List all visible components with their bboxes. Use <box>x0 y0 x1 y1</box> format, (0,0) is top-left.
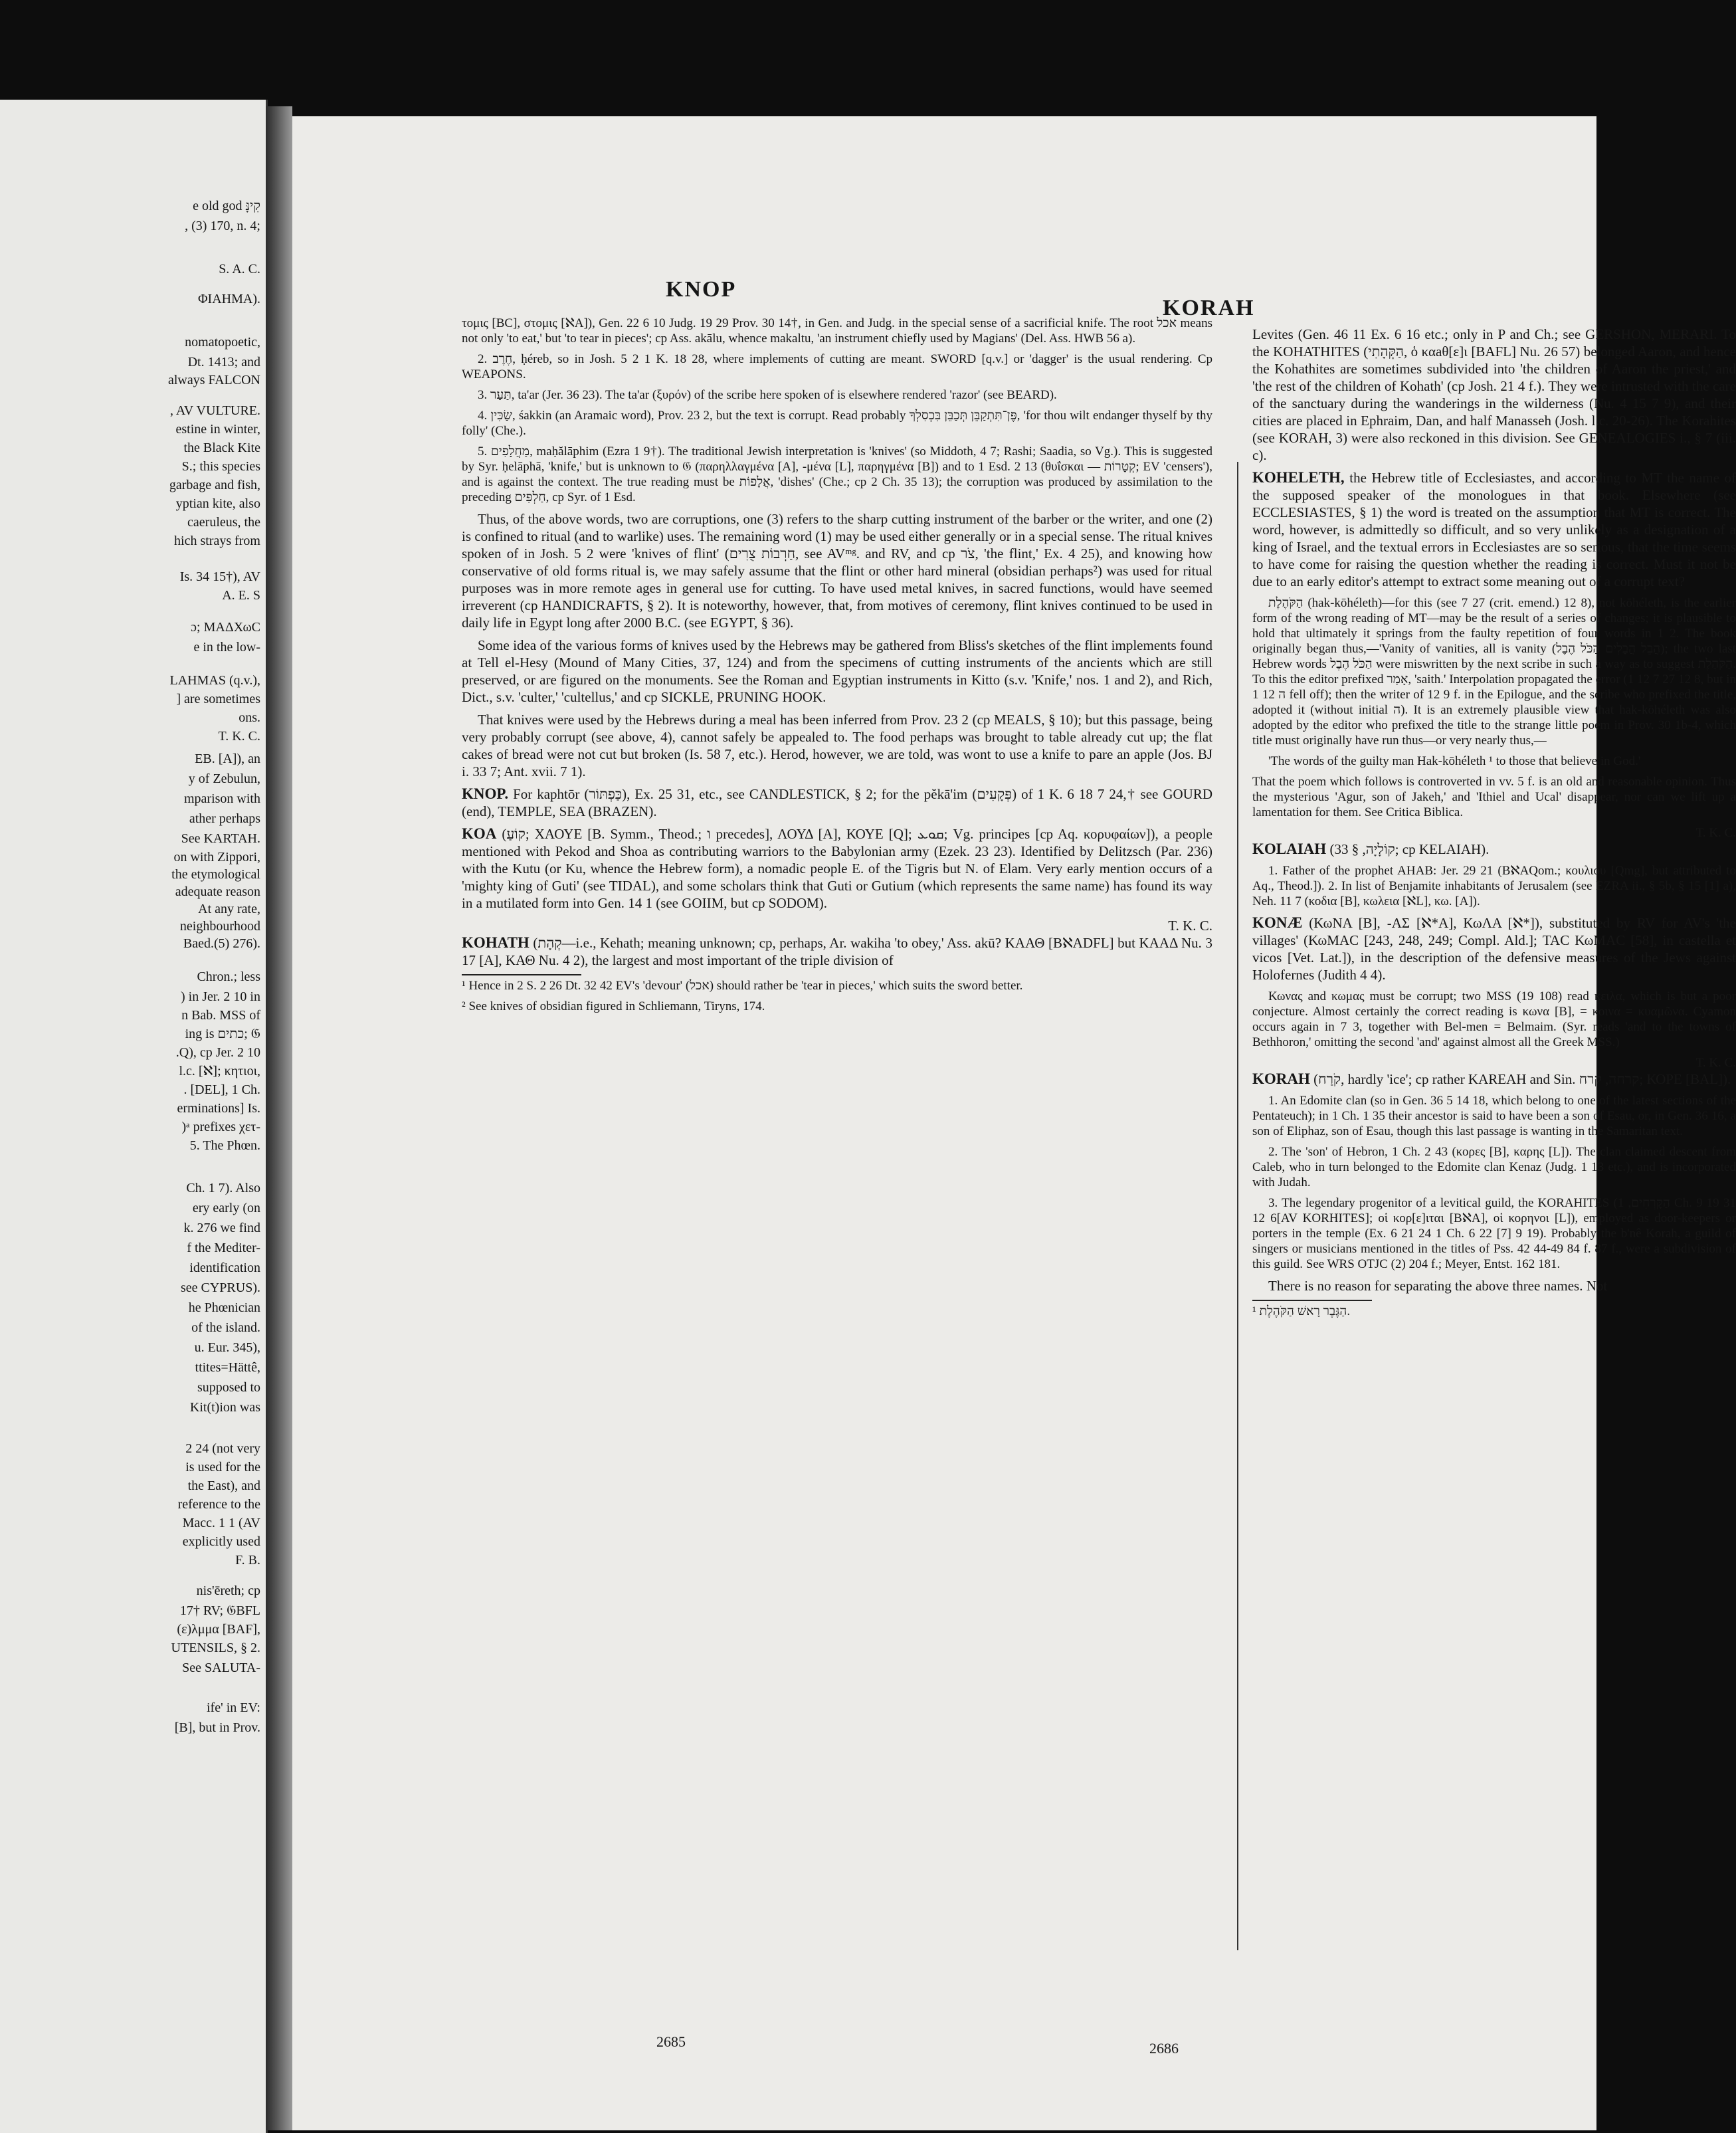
entry-kolaiah-text: (קוֹלָיָה, § 33; cp KELAIAH). <box>1329 841 1490 857</box>
left-fragment-line: Baed.(5) 276). <box>183 936 260 951</box>
left-fragment-line: S. A. C. <box>219 262 260 276</box>
left-fragment-line: e old god קִינָּ <box>193 199 260 213</box>
left-fragment-line: F. B. <box>235 1553 260 1568</box>
note-2: 2. חֶרֶב, ḥéreb, so in Josh. 5 2 1 K. 18 28, where implements of cutting are meant. SWORD [q.v.] or 'dagger' is the usual rendering. Cp WEAPONS. <box>462 352 1213 381</box>
konae-note <box>1252 989 1736 1070</box>
left-fragment-line: )ᵃ prefixes χετ- <box>181 1120 260 1134</box>
left-fragment-line: of the island. <box>191 1320 260 1335</box>
right-running-head: KORAH <box>1163 296 1255 320</box>
left-fragment-line: See SALUTA- <box>182 1661 260 1675</box>
left-fragment-line: 2 24 (not very <box>185 1441 260 1456</box>
kolaiah-small: 1. Father of the prophet AHAB: Jer. 29 21 (BℵAQom.; κουλιου [Qmg], but attributed to Aq., Theod.]). 2. In list of Benjamite inhabitants of Jerusalem (see EZRA ii., § 5b, § 15 [1] a), Neh. 11 7 (κοδια [B], κωλεια [ℵL], κω. [A]). <box>1252 864 1736 908</box>
right-column <box>1252 326 1736 2013</box>
right-page <box>292 116 1736 2130</box>
left-fragment-line: T. K. C. <box>218 729 260 744</box>
note-4: 4. שַׂכִּין, śakkin (an Aramaic word), Prov. 23 2, but the text is corrupt. Read probably פֶּן־תִּתְקַבֵּן תְּכַבֵּן בִּכְסִלְךָ, 'for thou wilt endanger thyself by thy folly' (Che.). <box>462 409 1212 438</box>
note-5: 5. מַחֲלָפִים, maḥălāphim (Ezra 1 9†). The traditional Jewish interpretation is 'knives' (so Middoth, 4 7; Rashi; Saadia, so Vg.). This is suggested by Syr. ḥelāphā, 'knife,' but is unknown to 𝔊 (παρηλλαγμένα [A], -μένα [L], παρηγμένα [B]) and to 1 Esd. 2 13 (θυΐσκαι — קְטָרוֹת; EV 'censers'), and is against the context. The true reading must be אֲלָפוֹת, 'dishes' (Che.; cp 2 Ch. 35 13); the corruption was produced by assimilation to the preceding חַלְפִּים, cp Syr. of 1 Esd. <box>462 445 1213 504</box>
left-fragment-line: Dt. 1413; and <box>187 355 260 369</box>
left-fragment-line: k. 276 we find <box>183 1221 260 1235</box>
left-fragment-line: Macc. 1 1 (AV <box>182 1516 260 1530</box>
korah-small-2: 2. The 'son' of Hebron, 1 Ch. 2 43 (κορες [B], καρης [L]). The clan claimed descent from Caleb, who in turn belonged to the Edomite clan Kenaz (Judg. 1 13 etc.), and is incorporated with Judah. <box>1252 1145 1736 1189</box>
left-fragment-line: ttites=Hättê, <box>195 1360 260 1375</box>
footnote-rule <box>462 974 581 975</box>
entry-knop-text: For kaphtōr (כַּפְתּוֹר), Ex. 25 31, etc., see CANDLESTICK, § 2; for the pĕkā'im (פְּקָעִים) of 1 K. 6 18 7 24,† see GOURD (end), TEMPLE, SEA (BRAZEN). <box>462 786 1212 819</box>
entry-kohath-head: KOHATH <box>462 934 530 951</box>
left-fragment-line: f the Mediter- <box>187 1241 260 1255</box>
left-fragment-line: [B], but in Prov. <box>174 1720 260 1735</box>
korah-small-1: 1. An Edomite clan (so in Gen. 36 5 14 18, which belong to one of the latest sections of the Pentateuch); in 1 Ch. 1 35 their ancestor is said to have been a son of Esau, or, in Gen. 36 16, a son of Eliphaz, son of Esau, though this last passage is wanting in the Samaritan text. <box>1252 1094 1736 1138</box>
left-fragment-line: 17† RV; 𝔊BFL <box>179 1603 260 1618</box>
left-fragment-line: .Q), cp Jer. 2 10 <box>175 1045 260 1060</box>
left-fragment-line: ɔ; ΜΑΔΧωC <box>191 620 260 635</box>
entry-koheleth <box>1252 469 1736 590</box>
left-fragment-line: y of Zebulun, <box>188 771 260 786</box>
left-fragment-line: caeruleus, the <box>187 515 260 530</box>
entry-kolaiah-head: KOLAIAH <box>1252 841 1327 857</box>
footnote-2: ² See knives of obsidian figured in Schliemann, Tiryns, 174. <box>462 999 765 1013</box>
book-spine <box>266 106 292 2130</box>
footnote-1: ¹ Hence in 2 S. 2 26 Dt. 32 42 EV's 'devour' (אכל) should rather be 'tear in pieces,' which suits the sword better. <box>462 979 1023 993</box>
column-divider <box>1237 462 1238 1950</box>
left-fragment-line: yptian kite, also <box>175 496 260 511</box>
left-column <box>462 316 1212 2017</box>
notes-list <box>462 316 1212 505</box>
paragraph-forms: Some idea of the various forms of knives used by the Hebrews may be gathered from Bliss's sketches of the flint implements found at Tell el-Hesy (Mound of Many Cities, 37, 124) and from the specimens of cutting instruments of the ancients which are still preserved, or are figured on the monuments. See the Roman and Egyptian instruments in Kitto (s.v. 'Knife,' nos. 1 and 2), and Rich, Dict., s.v. 'culter,' 'cultellus,' and cp SICKLE, PRUNING HOOK. <box>462 637 1212 705</box>
koheleth-quote: 'The words of the guilty man Hak-kōhéleth ¹ to those that believe in God.' <box>1268 754 1641 768</box>
entry-konae <box>1252 914 1736 983</box>
left-fragment-line: ΦΙΑΗΜΑ). <box>197 292 260 306</box>
left-fragment-line: mparison with <box>184 791 260 806</box>
koheleth-note <box>1252 595 1736 841</box>
left-running-head: KNOP <box>666 277 737 302</box>
left-fragment-line: At any rate, <box>198 902 260 916</box>
left-fragment-line: e in the low- <box>193 640 260 655</box>
entry-kohath <box>462 934 1212 969</box>
korah-notes <box>1252 1093 1736 1272</box>
entry-knop-head: KNOP. <box>462 785 509 802</box>
right-footnote: ¹ הַגֶּבֶר רָאשׁ הַקֹּהֶלֶת. <box>1252 1304 1351 1318</box>
entry-korah-head: KORAH <box>1252 1070 1310 1087</box>
left-fragment-line: S.; this species <box>181 459 260 474</box>
left-fragment-line: 5. The Phœn. <box>189 1138 260 1153</box>
korah-small-3: 3. The legendary progenitor of a levitical guild, the KORAHITES (הַקָּרְחִים, 1 Ch. 9 19 31 12 6[AV KORHITES]; οἱ κορ[ε]ιται [BℵA], οἱ κορηνοι [L]), employed as door-keepers or porters in the temple (Ex. 6 21 24 1 Ch. 6 22 [7] 9 19). Probably the b'nê Korah, a guild of singers or musicians mentioned in the titles of Pss. 42 44-49 84 f. 87 f., were a subdivision of this guild. See WRS OTJC (2) 204 f.; Meyer, Entst. 162 181. <box>1252 1196 1736 1271</box>
left-page-fragment <box>0 100 268 2133</box>
left-fragment-line: l.c. [ℵ]; κητιοι, <box>179 1064 260 1078</box>
footnotes <box>462 978 1212 1014</box>
left-fragment-line: hich strays from <box>174 534 260 548</box>
entry-konae-head: KONÆ <box>1252 914 1303 931</box>
left-fragment-line: he Phœnician <box>188 1300 260 1315</box>
entry-korah-text: (קֹרַח, hardly 'ice'; cp rather KAREAH and Sin. קרחה, קרח; ΚΟΡΕ [BAL]). <box>1313 1071 1731 1087</box>
note-1: τομις [BC], στομις [ℵA]), Gen. 22 6 10 Judg. 19 29 Prov. 30 14†, in Gen. and Judg. in the special sense of a sacrificial knife. The root אכל means not only 'to eat,' but 'to tear in pieces'; cp Ass. akālu, whence makaltu, 'an instrument chiefly used by Magians' (Del. Ass. HWB 56 a). <box>462 316 1212 346</box>
left-fragment-line: is used for the <box>185 1460 260 1474</box>
left-fragment-line: Kit(t)ion was <box>189 1400 260 1415</box>
left-fragment-line: , AV VULTURE. <box>170 403 260 418</box>
left-fragment-line: on with Zippori, <box>173 850 260 864</box>
entry-koa-text: (קוֹעַ; ΧΑΟΥΕ [B. Symm., Theod.; ו precedes], ΛΟΥΔ [A], ΚΟΥΕ [Q]; ܩܘܥ; Vg. principes [cp Aq. κορυφαίων]), a people mentioned with Pekod and Shoa as contributing warriors to the Babylonian army (Ezek. 23 23). Identified by Delitzsch (Par. 236) with the Kutu (or Ku, whence the Hebrew form), a nomadic people E. of the Tigris but N. of Elam. Very early mention occurs of a 'mighty king of Guti' (see TIDAL), and some scholars think that Guti or Gutium (which represents the same name) has found its way in a mutilated form into Gen. 14 1 (see GOIIM, but cp SODOM). <box>462 826 1213 911</box>
entry-knop <box>462 785 1212 820</box>
left-fragment-line: , (3) 170, n. 4; <box>185 219 260 233</box>
left-fragment-line: the Black Kite <box>183 441 260 455</box>
kohath-continuation: Levites (Gen. 46 11 Ex. 6 16 etc.; only in P and Ch.; see GERSHON, MERARI. To the KOHATHITES (הַקְּהָתִי, ὁ καaθ[ε]ι [BAFL] Nu. 26 57) belonged Aaron, and hence the Kohathites are sometimes subdivided into 'the children of Aaron the priest,' and 'the rest of the children of Kohath' (cp Josh. 21 4 f.). They were intrusted with the care of the sanctuary during the wanderings in the wilderness (Nu. 4 15 7 9), and their cities are placed in Ephraim, Dan, and half Manasseh (Josh. l.c. 20-26). The Korahites (see KORAH, 3) were also reckoned in this division. See GENEALOGIES i., § 7 (iii. c). <box>1252 326 1736 463</box>
entry-koheleth-text: the Hebrew title of Ecclesiastes, and according to MT the name of the supposed speaker of the monologues in that book. Elsewhere (see ECCLESIASTES, § 1) the word is treated on the assumption that MT is correct. The word, however, is admittedly so difficult, and so very unlikely as a designation of a king of Israel, and the textual errors in Ecclesiastes are so serious, that the time seems to have come for raising the question whether the reading is correct. Must it not be due to an early editor's attempt to extract some meaning out of a corrupt text? <box>1252 470 1736 589</box>
entry-kohath-text: (קְהָת—i.e., Kehath; meaning unknown; cp, perhaps, Ar. wakiha 'to obey,' Ass. akū? ΚΑΑΘ [BℵADFL] but ΚΑΑΔ Nu. 3 17 [A], ΚΑΘ Nu. 4 2), the largest and most important of the triple division of <box>462 935 1213 968</box>
left-fragment-line: See KARTAH. <box>181 831 260 846</box>
left-fragment-line: neighbourhood <box>179 919 260 934</box>
left-fragment-line: always FALCON <box>167 373 260 387</box>
entry-konae-text: (ΚωΝΑ [B], -ΑΣ [ℵ*A], ΚωΛΑ [ℵ*]), substituted by RV for AV's 'the villages' (ΚωΜΑC [243, 248, 249; Compl. Ald.]; ΤΑC ΚωΜΑC [58], in castella et vicos [Vet. Lat.]), in the description of the defensive measures of the Jews against Holofernes (Judith 4 4). <box>1252 915 1736 983</box>
entry-koheleth-head: KOHELETH, <box>1252 469 1345 486</box>
left-fragment-line: ing is כתים; 𝔊 <box>185 1027 260 1041</box>
left-fragment-line: see CYPRUS). <box>180 1280 260 1295</box>
left-fragment-line: UTENSILS, § 2. <box>171 1641 260 1655</box>
konae-small: Κωνας and κωμας must be corrupt; two MSS (19 108) read κειλα, which is but a poor conjecture. Almost certainly the correct reading is κωνα [B], = κοινα = κυαμῶνα. Cyamon occurs again in 7 3, together with Bel-men = Belmaim. (Syr. reads 'and to the towns of Bethhoron,' omitting the second 'and' against almost all the Greek MSS.) <box>1252 989 1736 1049</box>
right-footnote-rule <box>1252 1300 1372 1301</box>
left-fragment-line: Ch. 1 7). Also <box>186 1181 260 1195</box>
koheleth-signature: T. K. C. <box>1695 826 1736 840</box>
entry-korah <box>1252 1070 1736 1088</box>
left-fragment-line: erminations] Is. <box>177 1101 260 1116</box>
koa-signature: T. K. C. <box>1168 918 1212 934</box>
left-fragment-line: estine in winter, <box>175 422 260 437</box>
kolaiah-note <box>1252 863 1736 909</box>
left-fragment-line: ather perhaps <box>189 811 260 826</box>
koheleth-small: הַקֹּהֶלֶת (hak-kōhéleth)—for this (see 7 27 (crit. emend.) 12 8), not kōhéleth, is the earlier form of the wrong reading of MT—may be the result of a series of changes; it is plausible to hold that ultimately it springs from the faulty repetition of four words in 1 2. The book originally began thus,—'Vanity of vanities, all is vanity (הֲבֵל הֲבָלִים הַכֹּל הֶבֶל); the two last Hebrew words הַכֹּל הֶבֶל were miswritten by the next scribe in such a way as to suggest הַקֹּהֶלֶת. To this the editor prefixed אָמַר, 'saith.' Interpolation propagated the error (1 12 7 27 12 8, but in 1 12 ה fell off); then the writer of 12 9 f. in the Epilogue, and the scribe who prefixed the title, adopted it (without initial ה). It is an extremely plausible view that hak-kōhéleth was also adopted by the editor who prefixed the title to the strange little poem in Prov. 30 1b-4, which title must originally have run thus—or very nearly thus,— <box>1252 596 1736 748</box>
note-3: 3. תַּעַר, ta'ar (Jer. 36 23). The ta'ar (ξυρόν) of the scribe here spoken of is elsewhere rendered 'razor' (see BEARD). <box>478 388 1057 402</box>
left-fragment-line: nomatopoetic, <box>185 335 260 350</box>
paragraph-corruptions: Thus, of the above words, two are corruptions, one (3) refers to the sharp cutting instrument of the barber or the writer, and one (2) is confined to ritual (and to warlike) uses. The remaining word (1) may be used either generally or in a special sense. The ritual knives spoken of in Josh. 5 2 were 'knives of flint' (חַרְבוֹת צֻרִים, see AVᵐᵍ. and RV, and cp צֹר, 'the flint,' Ex. 4 25), and knowing how conservative of old forms ritual is, we may safely assume that the flint or other hard mineral (obsidian perhaps²) was used for ritual purposes was in more remote ages in general use for cutting. To have used metal knives, in sacred functions, would have seemed irreverent (cp HANDICRAFTS, § 2). It is noteworthy, however, that, from motives of ceremony, flint knives continued to be used in daily life in Egypt long after 2000 B.C. (see EGYPT, § 36). <box>462 511 1213 631</box>
entry-koa <box>462 825 1212 912</box>
left-fragment-line: ΕΒ. [A]), an <box>195 752 260 766</box>
left-fragment-line: the etymological <box>171 867 260 882</box>
left-fragment-line: n Bab. MSS of <box>181 1008 260 1023</box>
left-fragment-line: u. Eur. 345), <box>194 1340 260 1355</box>
left-fragment-line: Is. 34 15†), AV <box>179 569 260 584</box>
entry-koa-head: KOA <box>462 825 497 842</box>
left-fragment-line: reference to the <box>177 1497 260 1512</box>
korah-last-line: There is no reason for separating the above three names. Not <box>1268 1278 1608 1294</box>
right-page-number: 2686 <box>1149 2040 1179 2057</box>
koheleth-end: That the poem which follows is controverted in vv. 5 f. is an old and reasonable opinion. Thus the mysterious 'Agur, son of Jakeh,' and 'Ithiel and Ucal' disappear, nor can we lift up a lamentation for them. See Critica Biblica. <box>1252 775 1736 819</box>
left-fragment-line: ) in Jer. 2 10 in <box>181 989 260 1004</box>
left-fragment-line: ife' in EV: <box>207 1700 260 1715</box>
left-fragment-line: Chron.; less <box>197 969 260 984</box>
left-fragment-line: supposed to <box>197 1380 260 1395</box>
left-fragment-line: ons. <box>239 710 260 725</box>
left-fragment-line: (ε)λμμα [BAF], <box>177 1622 260 1637</box>
left-fragment-line: . [DEL], 1 Ch. <box>183 1082 260 1097</box>
left-fragment-line: A. E. S <box>222 588 260 603</box>
left-fragment-line: LAHMAS (q.v.), <box>169 673 260 688</box>
left-fragment-line: garbage and fish, <box>169 478 260 492</box>
paragraph-meals: That knives were used by the Hebrews during a meal has been inferred from Prov. 23 2 (cp MEALS, § 10); but this passage, being very probably corrupt (see above, 4), cannot safely be appealed to. The food perhaps was brought to table already cut up; the flat cakes of bread were not cut but broken (Is. 58 7, etc.). Herod, however, we are told, was wont to use a knife to pare an apple (Jos. BJ i. 33 7; Ant. xvii. 7 1). <box>462 712 1212 779</box>
left-fragment-line: explicitly used <box>182 1534 260 1549</box>
left-fragment-line: ] are sometimes <box>176 692 260 706</box>
left-fragment-line: identification <box>189 1261 260 1275</box>
left-fragment-line: adequate reason <box>175 884 260 899</box>
left-fragment-line: the East), and <box>187 1478 260 1493</box>
left-fragment-line: ery early (on <box>192 1201 260 1215</box>
left-fragment-line: nis'ēreth; cp <box>196 1583 260 1598</box>
entry-kolaiah <box>1252 841 1736 858</box>
konae-signature: T. K. C. <box>1695 1056 1736 1070</box>
left-page-number: 2685 <box>656 2033 686 2050</box>
